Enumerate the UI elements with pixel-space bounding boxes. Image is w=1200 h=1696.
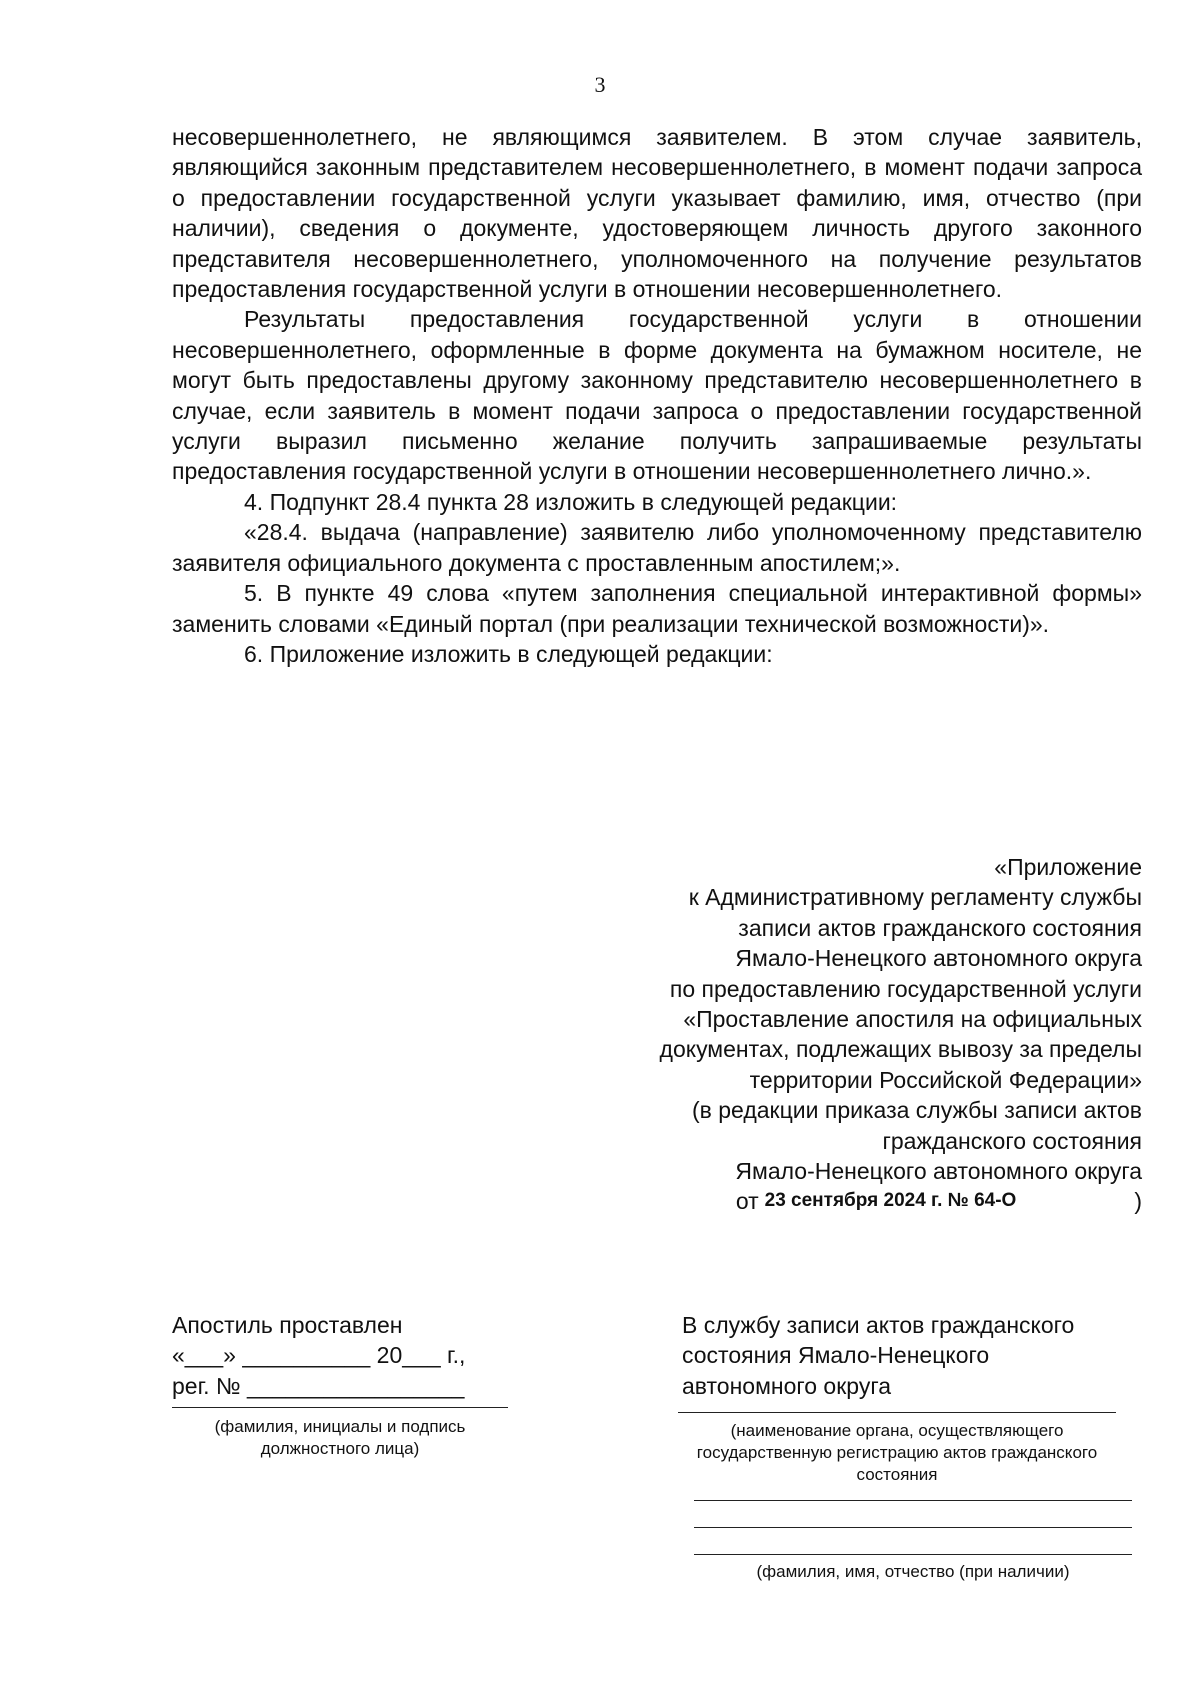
- document-body: [172, 122, 1142, 669]
- apostille-reg-line: рег. № _________________: [172, 1372, 465, 1399]
- order-date-suffix: ): [1134, 1188, 1142, 1215]
- organization-caption: (наименование органа, осуществляющего государственную регистрацию актов гражданского состояния: [696, 1421, 1098, 1484]
- appendix-line: (в редакции приказа службы записи актов: [692, 1097, 1142, 1124]
- order-date-line: [522, 1186, 1142, 1216]
- addressee-line: В службу записи актов гражданского: [682, 1312, 1075, 1338]
- page-number: 3: [594, 72, 606, 97]
- appendix-line: Ямало-Ненецкого автономного округа: [735, 945, 1142, 972]
- appendix-line: записи актов гражданского состояния: [738, 914, 1142, 941]
- appendix-line: к Административному регламенту службы: [688, 884, 1142, 911]
- appendix-header: [522, 852, 1142, 1217]
- paragraph-item-4: 4. Подпункт 28.4 пункта 28 изложить в следующей редакции:: [244, 488, 898, 515]
- signature-caption: (фамилия, инициалы и подпись должностного лица): [214, 1417, 466, 1458]
- order-date-value: 23 сентября 2024 г. № 64-О: [764, 1190, 1017, 1212]
- appendix-line: гражданского состояния: [882, 1127, 1142, 1154]
- paragraph-continuation: несовершеннолетнего, не являющимся заявителем. В этом случае заявитель, являющийся законным представителем несовершеннолетнего, в момент подачи запроса о предоставлении государственной услуги указывает фамилию, имя, отчество (при наличии), сведения о документе, удостоверяющем личность другого законного представителя несовершеннолетнего, уполномоченного на получение результатов предоставления государственной услуги в отношении несовершеннолетнего.: [172, 124, 1142, 303]
- paragraph-results: Результаты предоставления государственной услуги в отношении несовершеннолетнего, оформленные в форме документа на бумажном носителе, не могут быть предоставлены другому законному представителю несовершеннолетнего в случае, если заявитель в момент подачи запроса о предоставлении государственной услуги выразил письменно желание получить запрашиваемые результаты предоставления государственной услуги в отношении несовершеннолетнего лично.».: [172, 306, 1142, 485]
- apostille-block: [172, 1310, 512, 1401]
- addressee-line: автономного округа: [682, 1372, 891, 1399]
- organization-line: [678, 1412, 1116, 1413]
- paragraph-item-6: 6. Приложение изложить в следующей редакции:: [244, 640, 773, 667]
- applicant-fill-line: [694, 1500, 1132, 1501]
- applicant-fill-line: [694, 1527, 1132, 1528]
- signature-line: [172, 1407, 508, 1408]
- addressee-block: [682, 1310, 1132, 1401]
- order-date-prefix: от: [735, 1188, 759, 1215]
- appendix-line: «Приложение: [994, 854, 1142, 880]
- apostille-title: Апостиль проставлен: [172, 1312, 403, 1338]
- appendix-line: территории Российской Федерации»: [749, 1066, 1142, 1093]
- applicant-name-caption: (фамилия, имя, отчество (при наличии): [756, 1562, 1070, 1581]
- apostille-date-line: «___» __________ 20___ г.,: [172, 1342, 466, 1369]
- appendix-line: документах, подлежащих вывозу за пределы: [659, 1036, 1142, 1063]
- paragraph-item-28-4: «28.4. выдача (направление) заявителю либо уполномоченному представителю заявителя официального документа с проставленным апостилем;».: [172, 519, 1142, 576]
- appendix-line: «Проставление апостиля на официальных: [683, 1006, 1142, 1033]
- paragraph-item-5: 5. В пункте 49 слова «путем заполнения специальной интерактивной формы» заменить словами «Единый портал (при реализации технической возможности)».: [172, 580, 1142, 637]
- appendix-line: по предоставлению государственной услуги: [669, 975, 1142, 1002]
- appendix-line: Ямало-Ненецкого автономного округа: [735, 1158, 1142, 1185]
- applicant-fill-line: [694, 1554, 1132, 1555]
- addressee-line: состояния Ямало-Ненецкого: [682, 1342, 990, 1369]
